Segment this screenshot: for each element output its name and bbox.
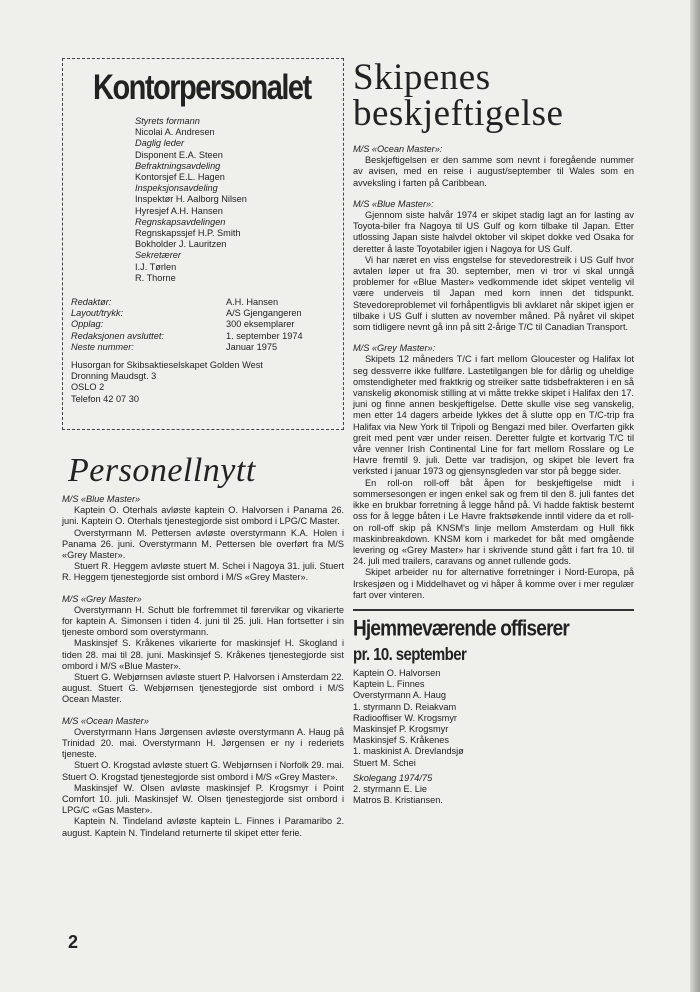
officer-list <box>353 668 634 769</box>
publication-value: 300 eksemplarer <box>226 319 295 330</box>
paragraph: En roll-on roll-off båt åpen for beskjeftigelse midt i sommersesongen er ingen enkel sak og frem til den 8. juli fantes det ikke en brukbar forretning å legge hånd på. Vi hadde faktisk bestemt oss for å legge båten i Le Havre fraktsøkende inntil videre da et roll-on roll-off skip på KNSM's linje mellom Amsterdam og Hull fikk maskinbreakdown. KNSM kom i markedet for båt med omgående levering og «Grey Master» har i skrivende stund gått i fart fra 10. til 24. juli med trailers, caravans og annet rullende gods. <box>353 477 634 567</box>
staff-role: Sekretærer <box>135 250 181 261</box>
skipenes-title <box>353 57 634 134</box>
officer-item: Overstyrmann A. Haug <box>353 690 446 701</box>
staff-role: Regnskapsavdelingen <box>135 216 226 227</box>
paragraph: Skipet arbeider nu for alternative forretninger i Nord-Europa, på Irskesjøen og i Middelhavet og vi håper å komme over i mer regulær fart over vinteren. <box>353 567 634 600</box>
paragraph: Overstyrmann Hans Jørgensen avløste overstyrmann A. Haug på Trinidad 20. mai. Overstyrmann H. Jørgensen er ny i rederiets tjeneste. <box>62 726 344 760</box>
paragraph: Maskinsjef W. Olsen avløste maskinsjef P. Krogsmyr i Point Comfort 10. juli. Maskinsjef W. Olsen tjenestegjorde sist ombord i LPG/C «Gas Master». <box>62 782 344 816</box>
personell-section <box>62 594 344 706</box>
staff-entry <box>135 239 335 250</box>
staff-entry <box>135 116 335 138</box>
section-head: M/S «Grey Master»: <box>353 343 436 354</box>
left-column <box>62 58 344 839</box>
paragraph: Stuert O. Krogstad avløste stuert G. Webjørnsen i Norfolk 29. mai. Stuert O. Krogstad tjenestegjorde sist ombord i M/S «Grey Master». <box>62 760 344 782</box>
publication-key: Redaksjonen avsluttet: <box>71 330 164 341</box>
section-head: M/S «Ocean Master»: <box>353 144 443 154</box>
staff-entry <box>135 250 335 272</box>
staff-box <box>62 58 344 430</box>
officer-item: Kaptein O. Halvorsen <box>353 667 441 678</box>
section-head: M/S «Blue Master»: <box>353 198 434 209</box>
publication-info <box>71 297 335 353</box>
skipenes-section <box>353 199 634 333</box>
officer-item: Stuert M. Schei <box>353 757 416 768</box>
officer-item: Maskinsjef S. Kråkenes <box>353 735 449 746</box>
publication-value: A/S Gjengangeren <box>226 308 302 319</box>
skipenes-section <box>353 144 634 189</box>
hjemme-section <box>353 617 634 806</box>
publication-row <box>71 331 335 342</box>
personell-section <box>62 494 344 584</box>
paragraph: Kaptein O. Oterhals avløste kaptein O. Halvorsen i Panama 26. juni. Kaptein O. Oterhals tjenestegjorde sist ombord i LPG/C Master. <box>62 505 344 527</box>
staff-person: I.J. Tørlen <box>135 261 177 272</box>
paragraph: Skipets 12 måneders T/C i fart mellom Gloucester og Halifax lot seg dessverre ikke fullføre. Lastetilgangen ble for dårlig og uheldige omstendigheter med fraktkrig og streiker satte tidsbefrakteren i en så vanskelig økonomisk stilling at vi måtte trekke skipet i Halifax den 17. juni og finne annen beskjeftigelse. Dette skulle vise seg vanskelig, men etter 14 dagers arbeide lykkes det å slutte opp en T/C-trip fra Halifax via New York til Tripoli og Bengazi med biler. Overfarten gikk greit med pent vær under reisen. Deretter fulgte et kortvarig T/C til våre venner Irish Continental Line for fart mellom Rosslare og Le Havre fremtil 9. juli. Dette var tradisjon, og skipet ble levert fra verksted i januar 1973 og gjensynsgleden var stor på begge sider. <box>353 354 634 477</box>
school-list <box>353 784 634 806</box>
publication-value: Januar 1975 <box>226 341 278 352</box>
section-head: M/S «Blue Master» <box>62 494 141 504</box>
hjemme-title: Hjemmeværende offiserer <box>353 616 570 642</box>
publication-key: Redaktør: <box>71 297 112 308</box>
officer-item: Kaptein L. Finnes <box>353 679 425 690</box>
publication-row <box>71 308 335 319</box>
skipenes-title-line: beskjeftigelse <box>353 93 564 134</box>
section-head: M/S «Ocean Master» <box>62 715 149 726</box>
paragraph: Kaptein N. Tindeland avløste kaptein L. Finnes i Paramaribo 2. august. Kaptein N. Tindeland returnerte til skipet etter ferie. <box>62 816 344 838</box>
staff-role: Daglig leder <box>135 138 185 149</box>
staff-entry <box>135 217 335 239</box>
staff-list <box>135 116 335 284</box>
paragraph: Beskjeftigelsen er den samme som nevnt i foregående nummer av avisen, med en reise i august/september til Wales som en avveksling i farten på Caribbean. <box>353 155 634 188</box>
personell-title: Personellnytt <box>68 452 256 489</box>
staff-person: Hyresjef A.H. Hansen <box>135 205 223 216</box>
right-column <box>353 58 634 806</box>
skipenes-section <box>353 343 634 601</box>
publication-value: A.H. Hansen <box>226 297 279 308</box>
publication-value: 1. september 1974 <box>226 330 303 341</box>
staff-entry <box>135 161 335 183</box>
staff-title: Kontorpersonalet <box>93 69 311 108</box>
publication-key: Opplag: <box>71 319 104 330</box>
paragraph: Overstyrmann M. Pettersen avløste overstyrmann K.A. Holen i Panama 26. juni. Overstyrmann M. Pettersen ble overført fra M/S «Grey Master». <box>62 527 344 561</box>
personell-section <box>62 716 344 839</box>
school-item: 2. styrmann E. Lie <box>353 783 428 794</box>
officer-item: 1. maskinist A. Drevlandsjø <box>353 746 464 757</box>
staff-person: Regnskapssjef H.P. Smith <box>135 228 241 239</box>
staff-entry <box>135 206 335 217</box>
staff-person: R. Thorne <box>135 272 176 283</box>
officer-item: Radiooffiser W. Krogsmyr <box>353 712 457 723</box>
staff-entry <box>135 138 335 160</box>
address-line: OSLO 2 <box>71 382 105 393</box>
staff-role: Inspeksjonsavdeling <box>135 183 218 194</box>
staff-entry <box>135 183 335 205</box>
section-divider <box>353 609 634 611</box>
paragraph: Gjennom siste halvår 1974 er skipet stadig lagt an for lasting av Toyota-biler fra Nagoya til US Gulf og korn tilbake til Japan. Etter utlossing Japan siste halvdel oktober vil skipet dokke ved Osaka for deretter å laste Toyotabiler igjen i Nagoya for US Gulf. <box>353 210 634 254</box>
officer-item: Maskinsjef P. Krogsmyr <box>353 723 449 734</box>
address-line: Telefon 42 07 30 <box>71 393 139 404</box>
officer-item: 1. styrmann D. Reiakvam <box>353 701 457 712</box>
staff-person: Disponent E.A. Steen <box>135 149 223 160</box>
paragraph: Overstyrmann H. Schutt ble forfremmet til førervikar og vikarierte for kaptein A. Simonsen i tiden 4. juni til 25. juli. Han fortsetter i sin tjeneste ombord som overstyrmann. <box>62 604 344 638</box>
staff-person: Inspektør H. Aalborg Nilsen <box>135 194 247 205</box>
address-line: Dronning Maudsgt. 3 <box>71 371 157 382</box>
page-number: 2 <box>68 932 79 952</box>
school-head: Skolegang 1974/75 <box>353 772 433 783</box>
school-item: Matros B. Kristiansen. <box>353 795 443 806</box>
staff-role: Styrets formann <box>135 116 200 126</box>
address-block <box>71 360 335 405</box>
paragraph: Maskinsjef S. Kråkenes vikarierte for maskinsjef H. Skogland i tiden 28. mai til 28. juni. Maskinsjef S. Kråkenes tjenestegjorde sist ombord i M/S «Blue Master». <box>62 638 344 671</box>
publication-key: Neste nummer: <box>71 341 134 352</box>
hjemme-subtitle: pr. 10. september <box>353 644 467 665</box>
publication-row <box>71 342 335 353</box>
paragraph: Stuert G. Webjørnsen avløste stuert P. Halvorsen i Amsterdam 22. august. Stuert G. Webjørnsen tjenestegjorde sist ombord i M/S Ocean Master. <box>62 672 344 705</box>
address-line: Husorgan for Skibsaktieselskapet Golden West <box>71 360 263 371</box>
publication-row <box>71 319 335 330</box>
staff-role: Befraktningsavdeling <box>135 160 221 171</box>
section-head: M/S «Grey Master» <box>62 593 142 604</box>
staff-person: Kontorsjef E.L. Hagen <box>135 172 225 183</box>
page-edge-shadow <box>690 0 700 992</box>
skipenes-title-line: Skipenes <box>353 57 491 98</box>
paragraph: Stuert R. Heggem avløste stuert M. Schei i Nagoya 31. juli. Stuert R. Heggem tjenestegjorde sist ombord i M/S «Grey Master». <box>62 561 344 583</box>
staff-person: Nicolai A. Andresen <box>135 127 215 138</box>
publication-key: Layout/trykk: <box>71 308 124 319</box>
staff-entry <box>135 273 335 284</box>
staff-person: Bokholder J. Lauritzen <box>135 239 227 250</box>
publication-row <box>71 297 335 308</box>
paragraph: Vi har næret en viss engstelse for stevedorestreik i US Gulf hvor avtalen løper ut fra 30. september, men vi tror vi skal unngå problemer for «Blue Master» vedkommende idet skipet ventelig vil være underveis til Japan med korn innen det tidspunkt. Stevedoreproblemet vil forhåpentligvis bli avklaret når skipet igjen er tilbake i US Gulf i slutten av november måned. På nyåret vil skipet som tidligere nevnt gå inn på sitt 2-årige T/C til Canadian Transport. <box>353 254 634 333</box>
